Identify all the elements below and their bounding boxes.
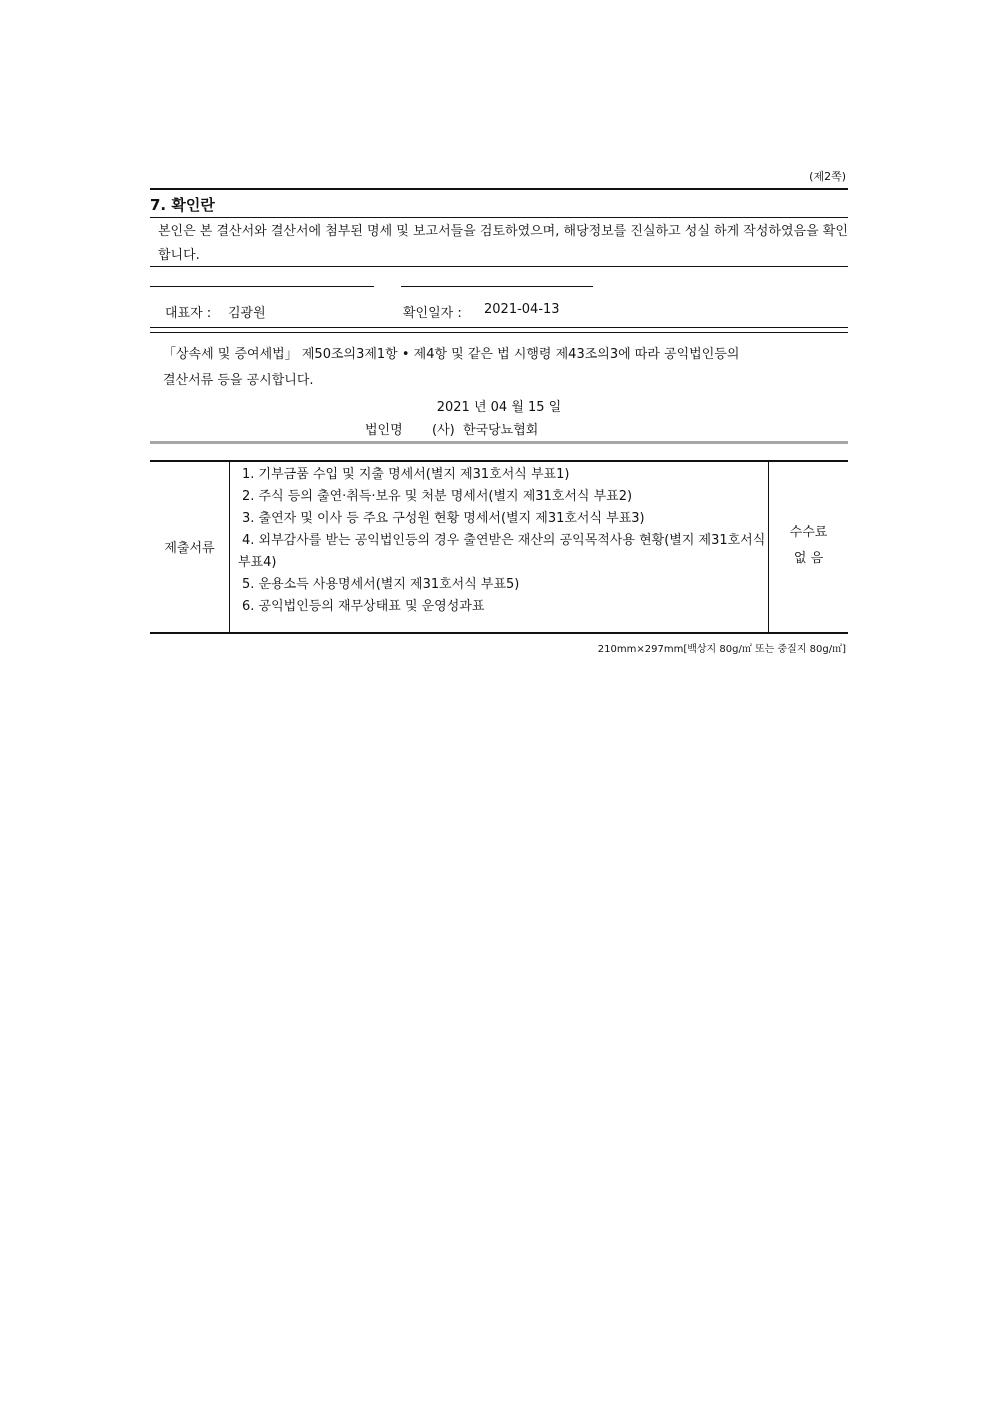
list-item: 3. 출연자 및 이사 등 주요 구성원 현황 명세서(별지 제31호서식 부표3) <box>242 511 645 527</box>
confirm-date: 2021-04-13 <box>484 302 560 317</box>
list-item: 6. 공익법인등의 재무상태표 및 운영성과표 <box>242 599 485 615</box>
list-item: 1. 기부금품 수입 및 지출 명세서(별지 제31호서식 부표1) <box>242 467 570 483</box>
representative-label: 대표자 : <box>165 306 212 321</box>
submission-table <box>150 460 848 634</box>
double-rule-top <box>150 327 848 328</box>
fee-value: 없 음 <box>793 551 824 567</box>
section-title: 7. 확인란 <box>150 196 215 214</box>
corp-name-label: 법인명 <box>365 423 403 438</box>
disclosure-text-line-2: 결산서류 등을 공시합니다. <box>163 373 314 388</box>
statement-rule <box>150 266 848 267</box>
paper-spec: 210mm×297mm[백상지 80g/㎡ 또는 중질지 80g/㎡] <box>597 644 846 655</box>
date-line <box>401 286 593 287</box>
submission-label: 제출서류 <box>150 461 230 633</box>
confirmation-statement: 본인은 본 결산서와 결산서에 첨부된 명세 및 보고서들을 검토하였으며, 해당정보를 진실하고 성실 하게 작성하였음을 확인합니다. <box>158 224 848 263</box>
title-rule <box>150 217 848 218</box>
confirm-date-label: 확인일자 : <box>403 306 462 321</box>
gray-divider <box>150 441 848 444</box>
list-item: 5. 운용소득 사용명세서(별지 제31호서식 부표5) <box>242 577 520 593</box>
top-rule <box>150 188 848 190</box>
representative-name: 김광원 <box>228 306 266 321</box>
double-rule-bottom <box>150 332 848 333</box>
page-number: (제2쪽) <box>809 170 846 183</box>
fee-cell <box>769 461 849 633</box>
list-item: 2. 주식 등의 출연·취득·보유 및 처분 명세서(별지 제31호서식 부표2) <box>242 489 633 505</box>
submission-document-list <box>230 461 769 633</box>
corp-name: (사) 한국당뇨협회 <box>432 423 539 438</box>
disclosure-date: 2021 년 04 월 15 일 <box>436 400 562 415</box>
fee-label: 수수료 <box>789 525 828 541</box>
signature-line <box>150 286 374 287</box>
disclosure-text-line-1: 「상속세 및 증여세법」 제50조의3제1항 • 제4항 및 같은 법 시행령 제43조의3에 따라 공익법인등의 <box>163 347 740 362</box>
list-item: 4. 외부감사를 받는 공익법인등의 경우 출연받은 재산의 공익목적사용 현황(별지 제31호서식 부표4) <box>238 533 766 571</box>
